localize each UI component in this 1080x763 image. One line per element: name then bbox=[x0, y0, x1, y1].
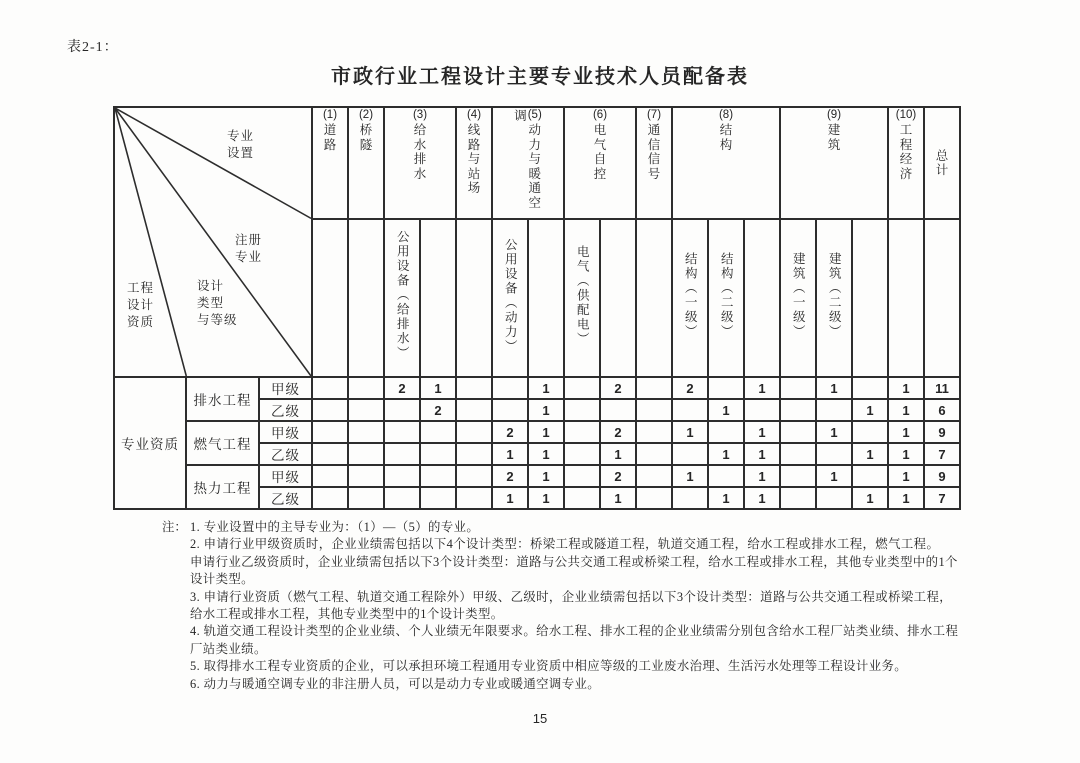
sub-header-结构（一级）: 结构（一级） bbox=[672, 219, 708, 377]
sub-header-empty-9 bbox=[636, 219, 672, 377]
value-cell-r6-c14 bbox=[780, 487, 816, 509]
value-cell-r3-c1 bbox=[312, 421, 348, 443]
corner-label-eng-design-qualification: 工程 设计 资质 bbox=[127, 281, 155, 329]
sub-header-empty-3 bbox=[420, 219, 456, 377]
value-cell-r4-c8 bbox=[564, 443, 600, 465]
value-cell-r4-c4 bbox=[420, 443, 456, 465]
note-line-7: 4. 轨道交通工程设计类型的企业业绩、个人业绩无年限要求。给水工程、排水工程的企业业绩需分别包含给水工程厂站类业绩、排水工程 bbox=[190, 624, 959, 639]
value-cell-r5-c13: 1 bbox=[744, 465, 780, 487]
value-cell-r2-c8 bbox=[564, 399, 600, 421]
col-header-线路与站场: (4) 线 路 与 站 场 bbox=[456, 107, 492, 219]
sub-header-结构（二级）: 结构（二级） bbox=[708, 219, 744, 377]
note-line-6: 给水工程或排水工程，其他专业类型中的1个设计类型。 bbox=[190, 607, 504, 622]
value-cell-r6-c18: 7 bbox=[924, 487, 960, 509]
value-cell-r1-c16 bbox=[852, 377, 888, 399]
value-cell-r2-c6 bbox=[492, 399, 528, 421]
value-cell-r5-c9: 2 bbox=[600, 465, 636, 487]
value-cell-r1-c17: 1 bbox=[888, 377, 924, 399]
header-row-groups bbox=[114, 107, 960, 219]
value-cell-r1-c12 bbox=[708, 377, 744, 399]
value-cell-r3-c10 bbox=[636, 421, 672, 443]
value-cell-r5-c3 bbox=[384, 465, 420, 487]
notes-label: 注： bbox=[162, 520, 187, 534]
value-cell-r4-c10 bbox=[636, 443, 672, 465]
grade-label-乙级: 乙级 bbox=[259, 443, 312, 465]
value-cell-r6-c12: 1 bbox=[708, 487, 744, 509]
value-cell-r3-c18: 9 bbox=[924, 421, 960, 443]
page-title: 市政行业工程设计主要专业技术人员配备表 bbox=[331, 66, 749, 88]
value-cell-r2-c1 bbox=[312, 399, 348, 421]
value-cell-r3-c3 bbox=[384, 421, 420, 443]
note-line-5: 3. 申请行业资质（燃气工程、轨道交通工程除外）甲级、乙级时，企业业绩需包括以下3个设计类型：道路与公共交通工程或桥梁工程， bbox=[190, 589, 953, 604]
value-cell-r3-c15: 1 bbox=[816, 421, 852, 443]
value-cell-r6-c4 bbox=[420, 487, 456, 509]
value-cell-r2-c11 bbox=[672, 399, 708, 421]
corner-label-major-setup: 专业 设置 bbox=[227, 129, 255, 160]
value-cell-r2-c17: 1 bbox=[888, 399, 924, 421]
value-cell-r3-c7: 1 bbox=[528, 421, 564, 443]
col-header-桥隧: (2) 桥 隧 bbox=[348, 107, 384, 219]
value-cell-r5-c15: 1 bbox=[816, 465, 852, 487]
staffing-table bbox=[113, 106, 961, 510]
value-cell-r3-c14 bbox=[780, 421, 816, 443]
value-cell-r3-c4 bbox=[420, 421, 456, 443]
data-row-燃气工程-甲级 bbox=[114, 421, 960, 443]
sub-header-empty-1 bbox=[348, 219, 384, 377]
value-cell-r2-c18: 6 bbox=[924, 399, 960, 421]
value-cell-r5-c4 bbox=[420, 465, 456, 487]
value-cell-r3-c6: 2 bbox=[492, 421, 528, 443]
sub-header-公用设备（动力）: 公用设备（动力） bbox=[492, 219, 528, 377]
value-cell-r4-c16: 1 bbox=[852, 443, 888, 465]
value-cell-r5-c6: 2 bbox=[492, 465, 528, 487]
value-cell-r1-c15: 1 bbox=[816, 377, 852, 399]
col-header-动力与暖通空调 bbox=[492, 107, 564, 219]
sub-header-建筑（二级）: 建筑（二级） bbox=[816, 219, 852, 377]
col-header-通信信号: (7) 通 信 信 号 bbox=[636, 107, 672, 219]
value-cell-r1-c18: 11 bbox=[924, 377, 960, 399]
col-header-道路: (1) 道 路 bbox=[312, 107, 348, 219]
value-cell-r6-c7: 1 bbox=[528, 487, 564, 509]
value-cell-r2-c14 bbox=[780, 399, 816, 421]
value-cell-r6-c10 bbox=[636, 487, 672, 509]
grade-label-甲级: 甲级 bbox=[259, 377, 312, 399]
value-cell-r4-c18: 7 bbox=[924, 443, 960, 465]
value-cell-r4-c3 bbox=[384, 443, 420, 465]
value-cell-r6-c8 bbox=[564, 487, 600, 509]
corner-box bbox=[115, 108, 311, 376]
value-cell-r6-c11 bbox=[672, 487, 708, 509]
value-cell-r1-c1 bbox=[312, 377, 348, 399]
col-header-总计: 总 计 bbox=[924, 107, 960, 219]
value-cell-r4-c2 bbox=[348, 443, 384, 465]
value-cell-r3-c17: 1 bbox=[888, 421, 924, 443]
value-cell-r3-c8 bbox=[564, 421, 600, 443]
grade-label-乙级: 乙级 bbox=[259, 487, 312, 509]
note-line-8: 厂站类业绩。 bbox=[190, 641, 267, 656]
value-cell-r1-c9: 2 bbox=[600, 377, 636, 399]
value-cell-r4-c17: 1 bbox=[888, 443, 924, 465]
value-cell-r3-c13: 1 bbox=[744, 421, 780, 443]
row-group-label: 专业资质 bbox=[114, 377, 186, 509]
sub-header-empty-6 bbox=[528, 219, 564, 377]
value-cell-r6-c13: 1 bbox=[744, 487, 780, 509]
value-cell-r1-c5 bbox=[456, 377, 492, 399]
value-cell-r1-c13: 1 bbox=[744, 377, 780, 399]
sub-header-empty-16 bbox=[888, 219, 924, 377]
value-cell-r4-c7: 1 bbox=[528, 443, 564, 465]
vertical-wrap: 调 (5) 动 力 与 暖 通 空 bbox=[514, 109, 542, 210]
sub-header-建筑（一级）: 建筑（一级） bbox=[780, 219, 816, 377]
value-cell-r5-c16 bbox=[852, 465, 888, 487]
col-header-给水排水: (3) 给 水 排 水 bbox=[384, 107, 456, 219]
value-cell-r2-c3 bbox=[384, 399, 420, 421]
col-header-结构: (8) 结 构 bbox=[672, 107, 780, 219]
value-cell-r6-c5 bbox=[456, 487, 492, 509]
value-cell-r5-c7: 1 bbox=[528, 465, 564, 487]
value-cell-r2-c4: 2 bbox=[420, 399, 456, 421]
sub-header-电气（供配电）: 电气（供配电） bbox=[564, 219, 600, 377]
value-cell-r5-c18: 9 bbox=[924, 465, 960, 487]
value-cell-r3-c12 bbox=[708, 421, 744, 443]
project-label-热力工程: 热力工程 bbox=[186, 465, 259, 509]
data-row-排水工程-甲级 bbox=[114, 377, 960, 399]
value-cell-r1-c2 bbox=[348, 377, 384, 399]
project-label-排水工程: 排水工程 bbox=[186, 377, 259, 421]
value-cell-r6-c3 bbox=[384, 487, 420, 509]
corner-cell bbox=[114, 107, 312, 377]
value-cell-r1-c4: 1 bbox=[420, 377, 456, 399]
value-cell-r5-c8 bbox=[564, 465, 600, 487]
value-cell-r4-c5 bbox=[456, 443, 492, 465]
value-cell-r6-c15 bbox=[816, 487, 852, 509]
value-cell-r3-c9: 2 bbox=[600, 421, 636, 443]
sub-header-empty-4 bbox=[456, 219, 492, 377]
value-cell-r4-c6: 1 bbox=[492, 443, 528, 465]
value-cell-r6-c1 bbox=[312, 487, 348, 509]
value-cell-r1-c14 bbox=[780, 377, 816, 399]
value-cell-r4-c9: 1 bbox=[600, 443, 636, 465]
footnotes bbox=[162, 519, 958, 693]
value-cell-r4-c1 bbox=[312, 443, 348, 465]
value-cell-r1-c7: 1 bbox=[528, 377, 564, 399]
sub-header-empty-0 bbox=[312, 219, 348, 377]
value-cell-r5-c17: 1 bbox=[888, 465, 924, 487]
value-cell-r4-c14 bbox=[780, 443, 816, 465]
value-cell-r2-c12: 1 bbox=[708, 399, 744, 421]
sub-header-公用设备（给排水）: 公用设备（给排水） bbox=[384, 219, 420, 377]
value-cell-r5-c14 bbox=[780, 465, 816, 487]
value-cell-r5-c12 bbox=[708, 465, 744, 487]
notes-lines bbox=[190, 519, 958, 693]
value-cell-r1-c3: 2 bbox=[384, 377, 420, 399]
col-header-建筑: (9) 建 筑 bbox=[780, 107, 888, 219]
note-line-1: 1. 专业设置中的主导专业为：（1）—（5）的专业。 bbox=[190, 520, 480, 534]
value-cell-r5-c11: 1 bbox=[672, 465, 708, 487]
note-line-9: 5. 取得排水工程专业资质的企业，可以承担环境工程通用专业资质中相应等级的工业废水治理、生活污水处理等工程设计业务。 bbox=[190, 659, 908, 674]
sub-header-empty-8 bbox=[600, 219, 636, 377]
note-line-4: 设计类型。 bbox=[190, 572, 254, 587]
value-cell-r1-c6 bbox=[492, 377, 528, 399]
grade-label-乙级: 乙级 bbox=[259, 399, 312, 421]
corner-label-design-type-grade: 设计 类型 与等级 bbox=[197, 279, 238, 327]
data-row-热力工程-甲级 bbox=[114, 465, 960, 487]
value-cell-r1-c8 bbox=[564, 377, 600, 399]
corner-label-registered-major: 注册 专业 bbox=[235, 233, 263, 264]
value-cell-r3-c16 bbox=[852, 421, 888, 443]
value-cell-r4-c15 bbox=[816, 443, 852, 465]
value-cell-r1-c11: 2 bbox=[672, 377, 708, 399]
value-cell-r2-c13 bbox=[744, 399, 780, 421]
value-cell-r6-c16: 1 bbox=[852, 487, 888, 509]
corner-diagonal-lines bbox=[115, 108, 311, 376]
project-label-燃气工程: 燃气工程 bbox=[186, 421, 259, 465]
value-cell-r2-c16: 1 bbox=[852, 399, 888, 421]
sub-header-empty-17 bbox=[924, 219, 960, 377]
value-cell-r2-c7: 1 bbox=[528, 399, 564, 421]
value-cell-r4-c11 bbox=[672, 443, 708, 465]
value-cell-r6-c17: 1 bbox=[888, 487, 924, 509]
page-number: 15 bbox=[532, 711, 548, 726]
value-cell-r2-c9 bbox=[600, 399, 636, 421]
value-cell-r2-c5 bbox=[456, 399, 492, 421]
value-cell-r3-c2 bbox=[348, 421, 384, 443]
value-cell-r6-c9: 1 bbox=[600, 487, 636, 509]
value-cell-r6-c2 bbox=[348, 487, 384, 509]
value-cell-r1-c10 bbox=[636, 377, 672, 399]
value-cell-r5-c10 bbox=[636, 465, 672, 487]
value-cell-r3-c5 bbox=[456, 421, 492, 443]
col-header-工程经济: (10) 工 程 经 济 bbox=[888, 107, 924, 219]
value-cell-r2-c10 bbox=[636, 399, 672, 421]
value-cell-r5-c2 bbox=[348, 465, 384, 487]
note-line-10: 6. 动力与暖通空调专业的非注册人员，可以是动力专业或暖通空调专业。 bbox=[190, 676, 601, 691]
value-cell-r5-c1 bbox=[312, 465, 348, 487]
value-cell-r2-c2 bbox=[348, 399, 384, 421]
value-cell-r6-c6: 1 bbox=[492, 487, 528, 509]
value-cell-r2-c15 bbox=[816, 399, 852, 421]
value-cell-r4-c13: 1 bbox=[744, 443, 780, 465]
sub-header-empty-15 bbox=[852, 219, 888, 377]
sub-header-empty-12 bbox=[744, 219, 780, 377]
table-number-label: 表2-1： bbox=[67, 40, 119, 55]
grade-label-甲级: 甲级 bbox=[259, 465, 312, 487]
value-cell-r5-c5 bbox=[456, 465, 492, 487]
note-line-3: 申请行业乙级资质时，企业业绩需包括以下3个设计类型：道路与公共交通工程或桥梁工程，给水工程或排水工程，其他专业类型中的1个 bbox=[190, 554, 958, 569]
grade-label-甲级: 甲级 bbox=[259, 421, 312, 443]
note-line-2: 2. 申请行业甲级资质时，企业业绩需包括以下4个设计类型：桥梁工程或隧道工程，轨道交通工程，给水工程或排水工程，燃气工程。 bbox=[190, 537, 940, 552]
value-cell-r4-c12: 1 bbox=[708, 443, 744, 465]
value-cell-r3-c11: 1 bbox=[672, 421, 708, 443]
col-header-电气自控: (6) 电 气 自 控 bbox=[564, 107, 636, 219]
